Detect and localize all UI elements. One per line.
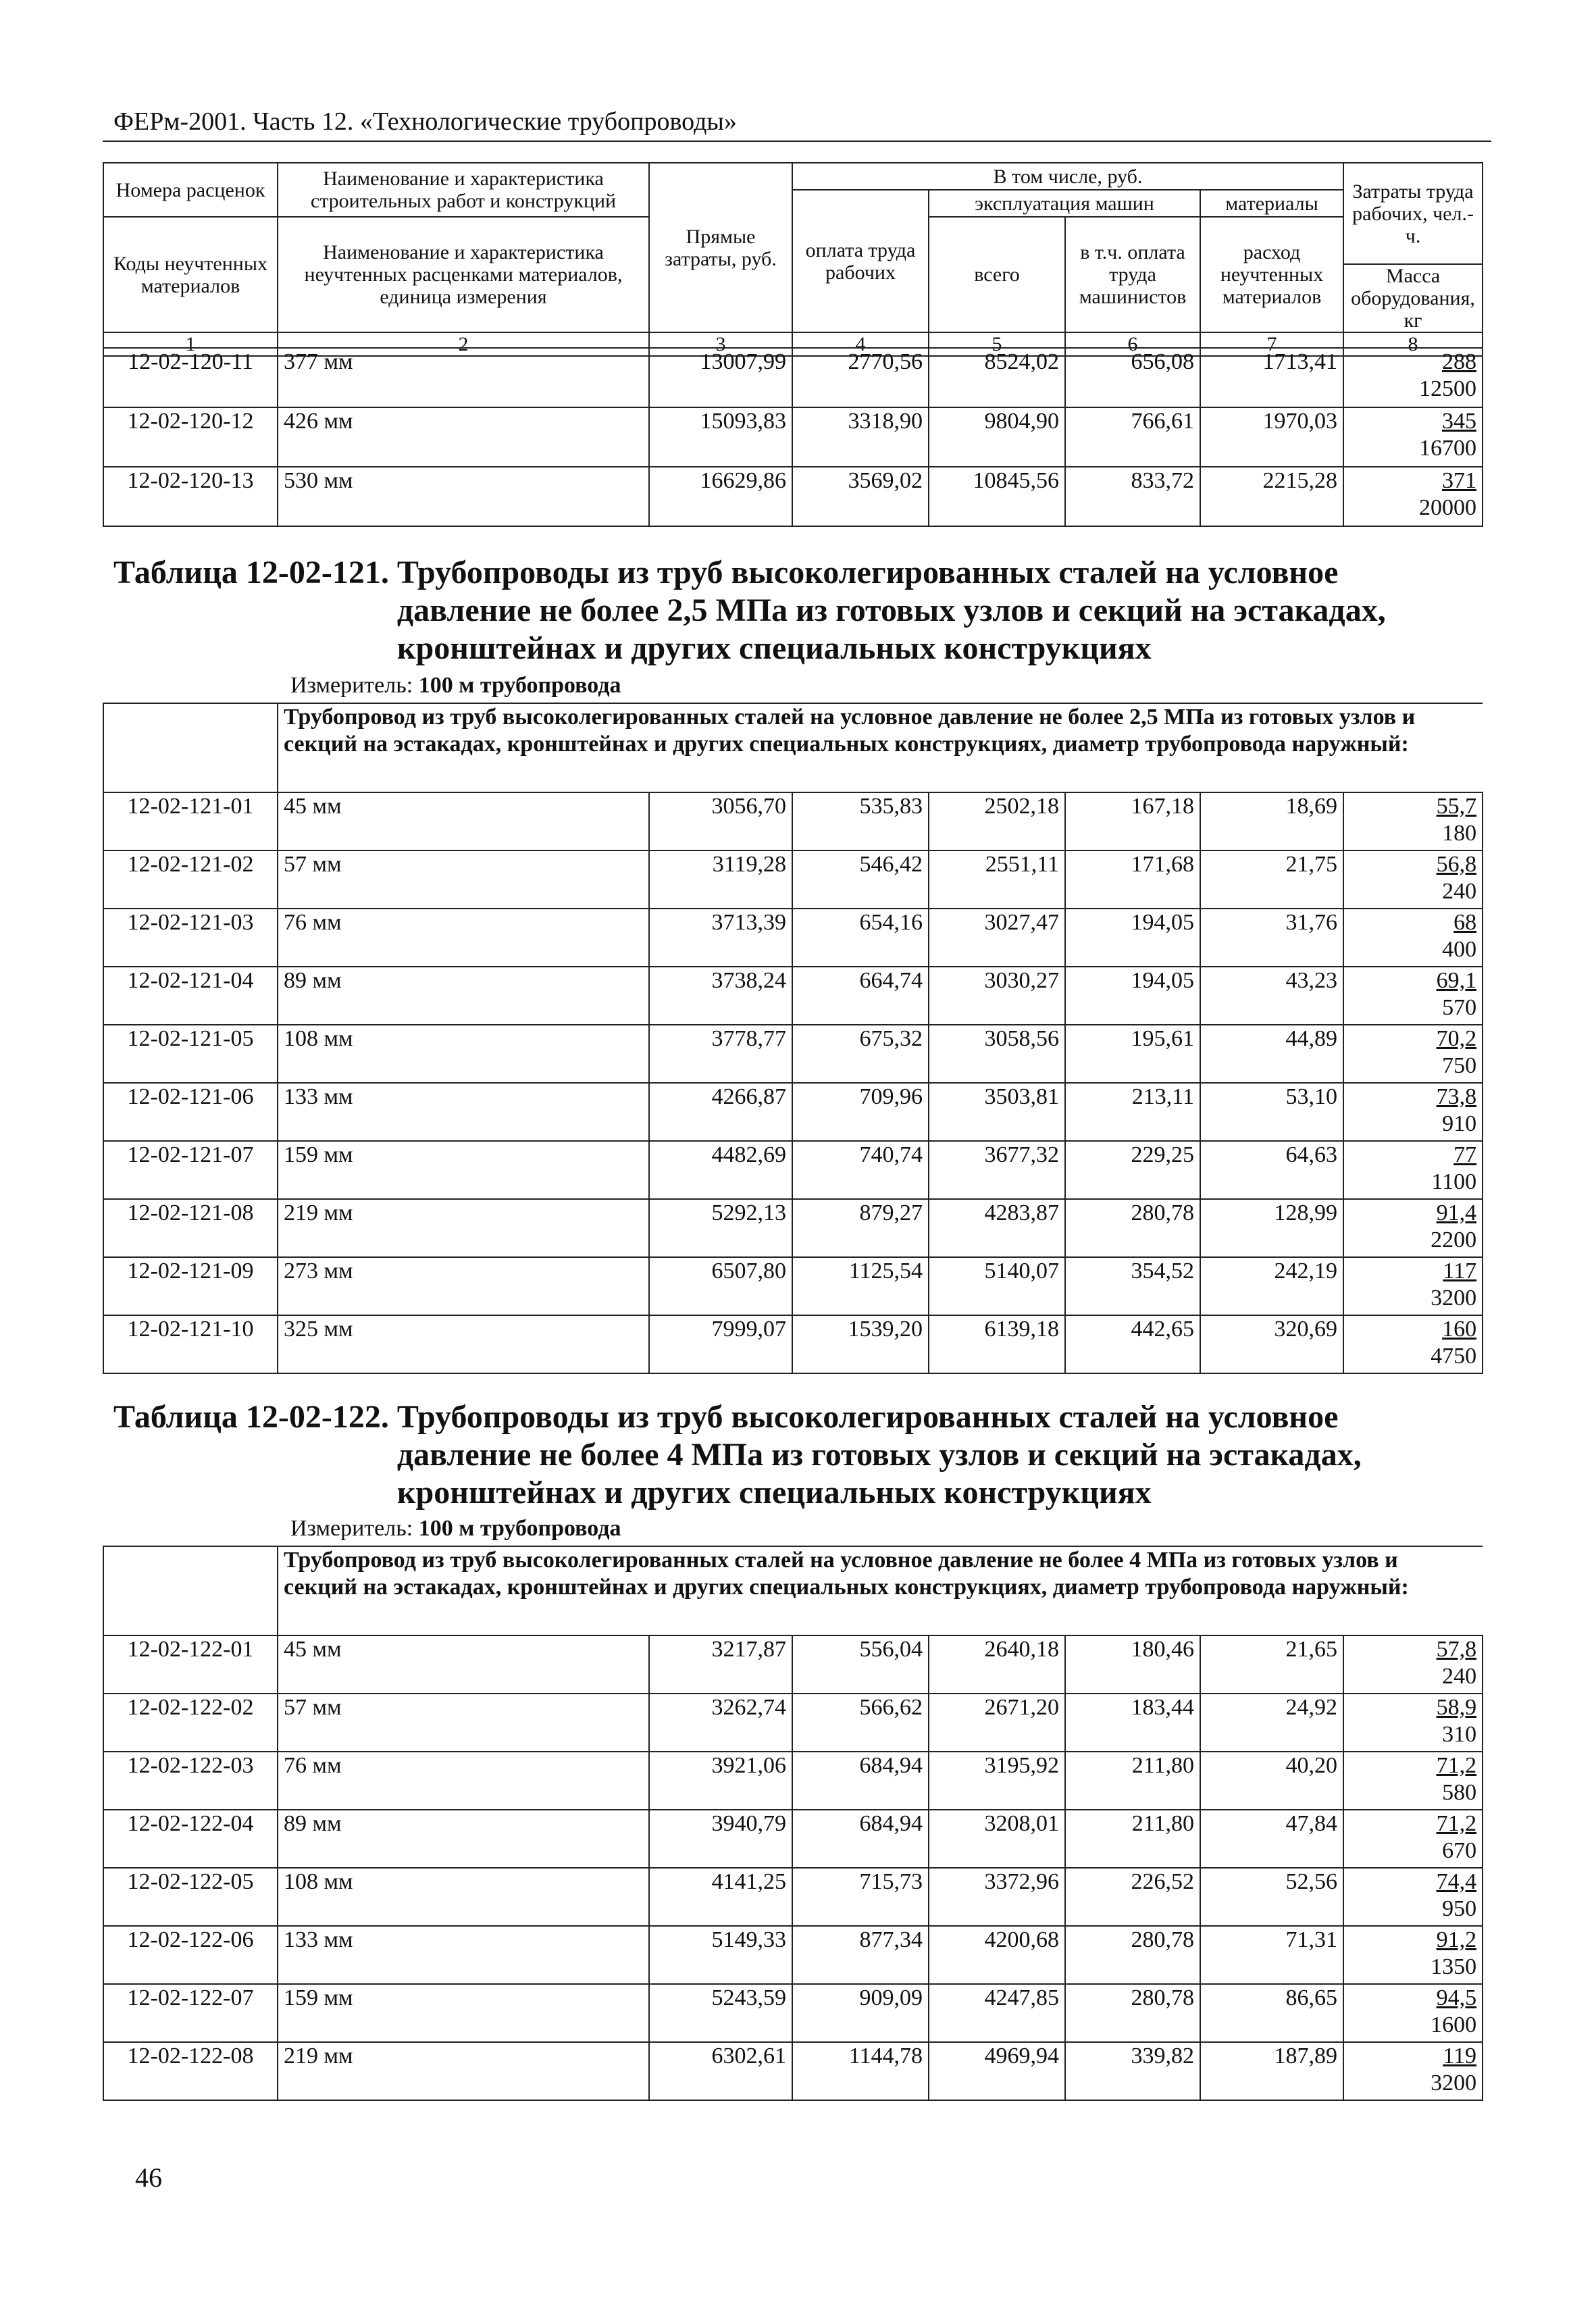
- machinist-wages: 354,52: [1065, 1257, 1200, 1315]
- materials-costs: 71,31: [1200, 1926, 1343, 1984]
- direct-costs: 3921,06: [649, 1752, 792, 1810]
- item-name: 219 мм: [278, 1199, 649, 1257]
- machine-costs: 2502,18: [929, 792, 1065, 850]
- direct-costs: 16629,86: [649, 467, 792, 526]
- table-row: [103, 1868, 1483, 1926]
- worker-wages: 1144,78: [792, 2042, 929, 2100]
- direct-costs: 3738,24: [649, 967, 792, 1025]
- measure-label: Измеритель:: [290, 673, 413, 698]
- equipment-mass: 750: [1442, 1053, 1477, 1078]
- rate-code: 12-02-121-01: [103, 792, 278, 850]
- labor-mass-cell: [1343, 1315, 1483, 1373]
- rate-code: 12-02-122-03: [103, 1752, 278, 1810]
- labor-mass-cell: [1343, 1257, 1483, 1315]
- equipment-mass: 240: [1442, 1664, 1477, 1689]
- rate-code: 12-02-122-02: [103, 1694, 278, 1752]
- labor-hours: 94,5: [1436, 1985, 1477, 2010]
- intro-spacer: [103, 703, 278, 792]
- materials-costs: 18,69: [1200, 792, 1343, 850]
- equipment-mass: 570: [1442, 995, 1477, 1020]
- direct-costs: 5149,33: [649, 1926, 792, 1984]
- machine-costs: 3372,96: [929, 1868, 1065, 1926]
- header-codes-bottom: Коды неучтенных материалов: [103, 217, 278, 332]
- rate-code: 12-02-122-07: [103, 1984, 278, 2042]
- table-121-title: [113, 554, 1491, 667]
- machinist-wages: 656,08: [1065, 348, 1200, 407]
- machinist-wages: 280,78: [1065, 1926, 1200, 1984]
- materials-costs: 53,10: [1200, 1083, 1343, 1141]
- worker-wages: 566,62: [792, 1694, 929, 1752]
- labor-hours: 57,8: [1436, 1637, 1477, 1662]
- equipment-mass: 1350: [1431, 1954, 1477, 1979]
- equipment-mass: 310: [1442, 1722, 1477, 1747]
- table-row: [103, 1257, 1483, 1315]
- machinist-wages: 766,61: [1065, 407, 1200, 467]
- labor-hours: 56,8: [1436, 852, 1477, 877]
- item-name: 76 мм: [278, 1752, 649, 1810]
- direct-costs: 4266,87: [649, 1083, 792, 1141]
- machinist-wages: 226,52: [1065, 1868, 1200, 1926]
- machine-costs: 8524,02: [929, 348, 1065, 407]
- item-name: 426 мм: [278, 407, 649, 467]
- machine-costs: 6139,18: [929, 1315, 1065, 1373]
- table-121-title-line: Трубопроводы из труб высоколегированных сталей на условное: [396, 555, 1339, 590]
- header-labor-bottom: Масса оборудования, кг: [1343, 264, 1483, 332]
- machine-costs: 3030,27: [929, 967, 1065, 1025]
- table-120: [103, 347, 1483, 527]
- materials-costs: 320,69: [1200, 1315, 1343, 1373]
- labor-hours: 69,1: [1436, 968, 1477, 993]
- machinist-wages: 171,68: [1065, 850, 1200, 909]
- materials-costs: 24,92: [1200, 1694, 1343, 1752]
- item-name: 273 мм: [278, 1257, 649, 1315]
- equipment-mass: 910: [1442, 1111, 1477, 1136]
- worker-wages: 546,42: [792, 850, 929, 909]
- materials-costs: 1713,41: [1200, 348, 1343, 407]
- direct-costs: 6507,80: [649, 1257, 792, 1315]
- worker-wages: 535,83: [792, 792, 929, 850]
- worker-wages: 740,74: [792, 1141, 929, 1199]
- labor-mass-cell: [1343, 1635, 1483, 1694]
- labor-hours: 77: [1453, 1142, 1477, 1167]
- rate-code: 12-02-122-06: [103, 1926, 278, 1984]
- equipment-mass: 4750: [1431, 1344, 1477, 1369]
- equipment-mass: 3200: [1431, 2070, 1477, 2095]
- measure-value: 100 м трубопровода: [418, 1516, 621, 1541]
- machinist-wages: 280,78: [1065, 1199, 1200, 1257]
- materials-costs: 2215,28: [1200, 467, 1343, 526]
- machine-costs: 3208,01: [929, 1810, 1065, 1868]
- direct-costs: 4482,69: [649, 1141, 792, 1199]
- col-number: 1: [103, 332, 278, 356]
- item-name: 45 мм: [278, 1635, 649, 1694]
- rate-code: 12-02-120-12: [103, 407, 278, 467]
- equipment-mass: 670: [1442, 1838, 1477, 1863]
- materials-costs: 242,19: [1200, 1257, 1343, 1315]
- header-materials: материалы: [1200, 190, 1343, 217]
- intro-spacer: [103, 1546, 278, 1635]
- machinist-wages: 211,80: [1065, 1752, 1200, 1810]
- worker-wages: 3318,90: [792, 407, 929, 467]
- rate-code: 12-02-121-07: [103, 1141, 278, 1199]
- labor-mass-cell: [1343, 1083, 1483, 1141]
- machinist-wages: 167,18: [1065, 792, 1200, 850]
- table-row: [103, 1635, 1483, 1694]
- worker-wages: 556,04: [792, 1635, 929, 1694]
- header-codes-top: Номера расценок: [103, 163, 278, 217]
- materials-costs: 86,65: [1200, 1984, 1343, 2042]
- labor-hours: 119: [1443, 2043, 1477, 2068]
- col-number: 4: [792, 332, 929, 356]
- labor-hours: 68: [1453, 910, 1477, 935]
- rate-code: 12-02-121-10: [103, 1315, 278, 1373]
- labor-hours: 73,8: [1436, 1084, 1477, 1109]
- column-header-table: [103, 162, 1483, 357]
- item-name: 325 мм: [278, 1315, 649, 1373]
- header-materials-consumption: расход неучтенных материалов: [1200, 217, 1343, 332]
- item-name: 377 мм: [278, 348, 649, 407]
- header-name-top: Наименование и характеристика строительных работ и конструкций: [278, 163, 649, 217]
- machine-costs: 2551,11: [929, 850, 1065, 909]
- equipment-mass: 2200: [1431, 1227, 1477, 1252]
- direct-costs: 5292,13: [649, 1199, 792, 1257]
- header-machinists: в т.ч. оплата труда машинистов: [1065, 217, 1200, 332]
- machinist-wages: 211,80: [1065, 1810, 1200, 1868]
- table-121: [103, 703, 1483, 1374]
- rate-code: 12-02-122-05: [103, 1868, 278, 1926]
- table-121-title-line: давление не более 2,5 МПа из готовых узлов и секций на эстакадах,: [396, 592, 1386, 628]
- header-machines-total: всего: [929, 217, 1065, 332]
- direct-costs: 3056,70: [649, 792, 792, 850]
- labor-mass-cell: [1343, 1694, 1483, 1752]
- worker-wages: 715,73: [792, 1868, 929, 1926]
- machine-costs: 4200,68: [929, 1926, 1065, 1984]
- machine-costs: 3503,81: [929, 1083, 1065, 1141]
- labor-mass-cell: [1343, 1868, 1483, 1926]
- worker-wages: 1539,20: [792, 1315, 929, 1373]
- table-row: [103, 1926, 1483, 1984]
- labor-hours: 91,4: [1436, 1200, 1477, 1225]
- materials-costs: 21,65: [1200, 1635, 1343, 1694]
- materials-costs: 52,56: [1200, 1868, 1343, 1926]
- labor-mass-cell: [1343, 1810, 1483, 1868]
- direct-costs: 4141,25: [649, 1868, 792, 1926]
- machinist-wages: 339,82: [1065, 2042, 1200, 2100]
- machinist-wages: 180,46: [1065, 1635, 1200, 1694]
- machine-costs: 2640,18: [929, 1635, 1065, 1694]
- table-122-title-line: кронштейнах и других специальных конструкциях: [396, 1475, 1152, 1510]
- labor-mass-cell: [1343, 1752, 1483, 1810]
- col-number: 2: [278, 332, 649, 356]
- machine-costs: 4283,87: [929, 1199, 1065, 1257]
- rate-code: 12-02-121-02: [103, 850, 278, 909]
- item-name: 108 мм: [278, 1868, 649, 1926]
- equipment-mass: 1600: [1431, 2012, 1477, 2037]
- measure-value: 100 м трубопровода: [418, 673, 621, 698]
- machine-costs: 9804,90: [929, 407, 1065, 467]
- direct-costs: 3940,79: [649, 1810, 792, 1868]
- machine-costs: 3058,56: [929, 1025, 1065, 1083]
- direct-costs: 3778,77: [649, 1025, 792, 1083]
- worker-wages: 1125,54: [792, 1257, 929, 1315]
- header-wages: оплата труда рабочих: [792, 190, 929, 332]
- labor-mass-cell: [1343, 407, 1483, 467]
- machine-costs: 2671,20: [929, 1694, 1065, 1752]
- table-row: [103, 850, 1483, 909]
- worker-wages: 909,09: [792, 1984, 929, 2042]
- machine-costs: 3677,32: [929, 1141, 1065, 1199]
- labor-hours: 160: [1442, 1317, 1477, 1342]
- rate-code: 12-02-122-04: [103, 1810, 278, 1868]
- rate-code: 12-02-121-05: [103, 1025, 278, 1083]
- item-name: 133 мм: [278, 1926, 649, 1984]
- labor-hours: 58,9: [1436, 1695, 1477, 1720]
- measure-label: Измеритель:: [290, 1516, 413, 1541]
- table-122-title: [113, 1398, 1491, 1512]
- table-row: [103, 1315, 1483, 1373]
- header-rule: [103, 141, 1491, 142]
- table-row: [103, 1694, 1483, 1752]
- labor-mass-cell: [1343, 1141, 1483, 1199]
- table-121-title-prefix: Таблица 12-02-121.: [113, 555, 389, 590]
- item-name: 57 мм: [278, 1694, 649, 1752]
- equipment-mass: 580: [1442, 1780, 1477, 1805]
- machinist-wages: 183,44: [1065, 1694, 1200, 1752]
- machine-costs: 10845,56: [929, 467, 1065, 526]
- materials-costs: 43,23: [1200, 967, 1343, 1025]
- table-row: [103, 1141, 1483, 1199]
- machinist-wages: 833,72: [1065, 467, 1200, 526]
- worker-wages: 3569,02: [792, 467, 929, 526]
- materials-costs: 187,89: [1200, 2042, 1343, 2100]
- labor-mass-cell: [1343, 1199, 1483, 1257]
- worker-wages: 654,16: [792, 909, 929, 967]
- table-row: [103, 1752, 1483, 1810]
- table-row: [103, 1984, 1483, 2042]
- direct-costs: 3713,39: [649, 909, 792, 967]
- machine-costs: 3027,47: [929, 909, 1065, 967]
- worker-wages: 684,94: [792, 1810, 929, 1868]
- labor-hours: 70,2: [1436, 1026, 1477, 1051]
- rate-code: 12-02-122-08: [103, 2042, 278, 2100]
- direct-costs: 3119,28: [649, 850, 792, 909]
- machinist-wages: 280,78: [1065, 1984, 1200, 2042]
- labor-hours: 91,2: [1436, 1927, 1477, 1952]
- machinist-wages: 213,11: [1065, 1083, 1200, 1141]
- rate-code: 12-02-121-09: [103, 1257, 278, 1315]
- materials-costs: 1970,03: [1200, 407, 1343, 467]
- direct-costs: 7999,07: [649, 1315, 792, 1373]
- item-name: 133 мм: [278, 1083, 649, 1141]
- worker-wages: 2770,56: [792, 348, 929, 407]
- table-122-title-line: давление не более 4 МПа из готовых узлов и секций на эстакадах,: [396, 1437, 1362, 1473]
- table-row: [103, 1199, 1483, 1257]
- labor-mass-cell: [1343, 348, 1483, 407]
- labor-mass-cell: [1343, 1926, 1483, 1984]
- labor-hours: 345: [1442, 409, 1476, 434]
- direct-costs: 13007,99: [649, 348, 792, 407]
- equipment-mass: 240: [1442, 879, 1477, 904]
- table-122-intro: Трубопровод из труб высоколегированных сталей на условное давление не более 4 МПа из готовых узлов и секций на эстакадах, кронштейнах и других специальных конструкциях, диаметр трубопровода наружный:: [278, 1546, 1483, 1635]
- equipment-mass: 20000: [1419, 495, 1476, 520]
- equipment-mass: 180: [1442, 821, 1477, 846]
- materials-costs: 21,75: [1200, 850, 1343, 909]
- item-name: 76 мм: [278, 909, 649, 967]
- page-header: ФЕРм-2001. Часть 12. «Технологические трубопроводы»: [113, 107, 737, 136]
- machinist-wages: 229,25: [1065, 1141, 1200, 1199]
- materials-costs: 128,99: [1200, 1199, 1343, 1257]
- machine-costs: 3195,92: [929, 1752, 1065, 1810]
- labor-hours: 55,7: [1436, 794, 1477, 819]
- labor-hours: 71,2: [1436, 1753, 1477, 1778]
- worker-wages: 709,96: [792, 1083, 929, 1141]
- direct-costs: 15093,83: [649, 407, 792, 467]
- worker-wages: 664,74: [792, 967, 929, 1025]
- machine-costs: 4969,94: [929, 2042, 1065, 2100]
- table-121-measure: [290, 673, 621, 698]
- labor-mass-cell: [1343, 1025, 1483, 1083]
- worker-wages: 879,27: [792, 1199, 929, 1257]
- materials-costs: 47,84: [1200, 1810, 1343, 1868]
- rate-code: 12-02-121-08: [103, 1199, 278, 1257]
- machinist-wages: 442,65: [1065, 1315, 1200, 1373]
- rate-code: 12-02-121-06: [103, 1083, 278, 1141]
- item-name: 108 мм: [278, 1025, 649, 1083]
- labor-mass-cell: [1343, 2042, 1483, 2100]
- table-122-title-line: Трубопроводы из труб высоколегированных сталей на условное: [396, 1399, 1339, 1435]
- worker-wages: 684,94: [792, 1752, 929, 1810]
- direct-costs: 5243,59: [649, 1984, 792, 2042]
- item-name: 57 мм: [278, 850, 649, 909]
- equipment-mass: 12500: [1419, 376, 1476, 401]
- labor-hours: 74,4: [1436, 1869, 1477, 1894]
- table-row: [103, 467, 1483, 526]
- labor-hours: 71,2: [1436, 1811, 1477, 1836]
- labor-mass-cell: [1343, 467, 1483, 526]
- table-122: [103, 1546, 1483, 2101]
- rate-code: 12-02-121-03: [103, 909, 278, 967]
- labor-mass-cell: [1343, 1984, 1483, 2042]
- materials-costs: 64,63: [1200, 1141, 1343, 1199]
- table-122-title-prefix: Таблица 12-02-122.: [113, 1399, 389, 1435]
- table-row: [103, 2042, 1483, 2100]
- equipment-mass: 1100: [1431, 1169, 1477, 1194]
- direct-costs: 6302,61: [649, 2042, 792, 2100]
- header-labor-top: Затраты труда рабочих, чел.-ч.: [1343, 163, 1483, 264]
- table-122-measure: [290, 1516, 621, 1542]
- table-row: [103, 348, 1483, 407]
- table-row: [103, 792, 1483, 850]
- worker-wages: 675,32: [792, 1025, 929, 1083]
- materials-costs: 40,20: [1200, 1752, 1343, 1810]
- labor-hours: 288: [1442, 349, 1476, 374]
- item-name: 159 мм: [278, 1984, 649, 2042]
- labor-hours: 117: [1443, 1259, 1477, 1283]
- machinist-wages: 194,05: [1065, 909, 1200, 967]
- col-number: 5: [929, 332, 1065, 356]
- table-121-intro: Трубопровод из труб высоколегированных сталей на условное давление не более 2,5 МПа из готовых узлов и секций на эстакадах, кронштейнах и других специальных конструкциях, диаметр трубопровода наружный:: [278, 703, 1483, 792]
- item-name: 89 мм: [278, 967, 649, 1025]
- table-row: [103, 967, 1483, 1025]
- header-including: В том числе, руб.: [792, 163, 1343, 190]
- table-row: [103, 407, 1483, 467]
- rate-code: 12-02-122-01: [103, 1635, 278, 1694]
- col-number: 8: [1343, 332, 1483, 356]
- machine-costs: 5140,07: [929, 1257, 1065, 1315]
- col-number: 7: [1200, 332, 1343, 356]
- col-number: 6: [1065, 332, 1200, 356]
- equipment-mass: 16700: [1419, 436, 1476, 461]
- item-name: 159 мм: [278, 1141, 649, 1199]
- header-name-bottom: Наименование и характеристика неучтенных расценками материалов, единица измерения: [278, 217, 649, 332]
- item-name: 530 мм: [278, 467, 649, 526]
- item-name: 45 мм: [278, 792, 649, 850]
- header-direct-costs: Прямые затраты, руб.: [649, 163, 792, 332]
- labor-mass-cell: [1343, 967, 1483, 1025]
- equipment-mass: 400: [1442, 937, 1477, 962]
- direct-costs: 3217,87: [649, 1635, 792, 1694]
- table-121-title-line: кронштейнах и других специальных конструкциях: [396, 630, 1152, 666]
- item-name: 219 мм: [278, 2042, 649, 2100]
- machinist-wages: 194,05: [1065, 967, 1200, 1025]
- equipment-mass: 3200: [1431, 1286, 1477, 1311]
- materials-costs: 31,76: [1200, 909, 1343, 967]
- equipment-mass: 950: [1442, 1896, 1477, 1921]
- rate-code: 12-02-120-13: [103, 467, 278, 526]
- machine-costs: 4247,85: [929, 1984, 1065, 2042]
- table-row: [103, 1810, 1483, 1868]
- labor-hours: 371: [1442, 468, 1476, 493]
- table-row: [103, 1025, 1483, 1083]
- table-row: [103, 1083, 1483, 1141]
- materials-costs: 44,89: [1200, 1025, 1343, 1083]
- labor-mass-cell: [1343, 850, 1483, 909]
- item-name: 89 мм: [278, 1810, 649, 1868]
- col-number: 3: [649, 332, 792, 356]
- header-machines: эксплуатация машин: [929, 190, 1200, 217]
- rate-code: 12-02-120-11: [103, 348, 278, 407]
- page-number: 46: [135, 2162, 162, 2193]
- direct-costs: 3262,74: [649, 1694, 792, 1752]
- worker-wages: 877,34: [792, 1926, 929, 1984]
- rate-code: 12-02-121-04: [103, 967, 278, 1025]
- labor-mass-cell: [1343, 909, 1483, 967]
- machinist-wages: 195,61: [1065, 1025, 1200, 1083]
- labor-mass-cell: [1343, 792, 1483, 850]
- table-row: [103, 909, 1483, 967]
